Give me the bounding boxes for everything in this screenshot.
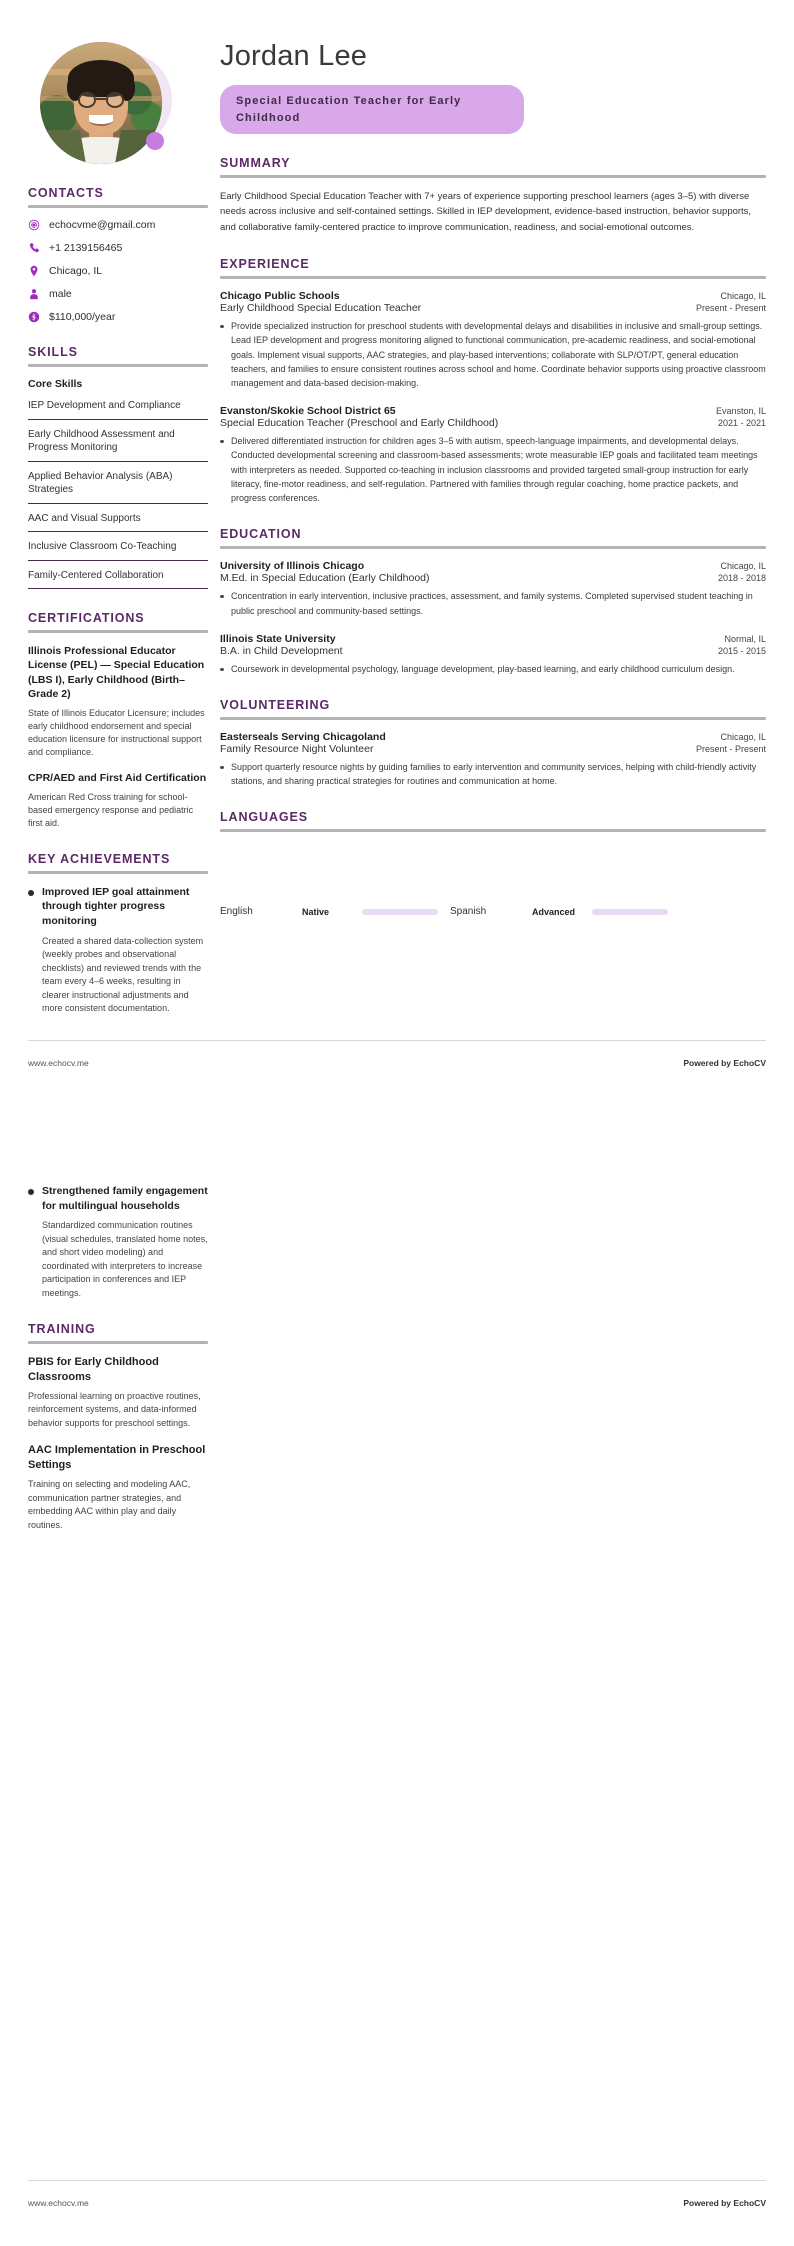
achievements-section xyxy=(28,852,208,1300)
skill-item: Early Childhood Assessment and Progress Monitoring xyxy=(28,428,208,462)
language-name: Spanish xyxy=(450,906,487,918)
achievements-divider xyxy=(28,871,208,874)
achievement-item xyxy=(28,1184,208,1300)
education-item xyxy=(220,633,766,676)
experience-item xyxy=(220,290,766,390)
education-degree: M.Ed. in Special Education (Early Childhood) xyxy=(220,572,430,585)
contact-phone[interactable] xyxy=(28,242,208,254)
languages-divider xyxy=(220,829,766,832)
email-icon xyxy=(28,219,40,231)
certification-title: Illinois Professional Educator License (PEL) — Special Education (LBS I), Early Childhood (Birth–Grade 2) xyxy=(28,645,205,701)
languages-section xyxy=(220,810,766,917)
certifications-divider xyxy=(28,630,208,633)
certification-item xyxy=(28,771,208,830)
education-dates: 2015 - 2015 xyxy=(717,645,766,656)
contacts-divider xyxy=(28,205,208,208)
volunteering-dates: Present - Present xyxy=(695,743,766,754)
achievement-item xyxy=(28,885,208,1016)
volunteering-section xyxy=(220,698,766,788)
experience-item xyxy=(220,405,766,505)
experience-bullets xyxy=(220,319,766,390)
languages-heading: LANGUAGES xyxy=(220,810,308,825)
phone-icon xyxy=(28,242,40,254)
skills-section xyxy=(28,345,208,589)
volunteering-role: Family Resource Night Volunteer xyxy=(220,742,374,755)
avatar-glasses-left xyxy=(78,92,96,108)
language-proficiency-bar xyxy=(362,909,438,915)
footer-site[interactable]: www.echocv.me xyxy=(28,1058,89,1068)
sidebar xyxy=(28,28,208,1545)
summary-divider xyxy=(220,175,766,178)
bullet-text: Provide specialized instruction for preschool students with developmental delays and disabilities in inclusive and small-group settings. Lead IEP development and progress monitoring aligned to functional communication, pre-academic readiness, and social-emotional goals. Implement visual supports, AAC strategies, and play-based interventions; collaborate with SLP/OT/PT, general education teachers, and families to ensure consistent routines across school and home. Coordinate behavior supports using proactive classroom management and data-based decision-making. xyxy=(231,321,766,388)
experience-organization: Evanston/Skokie School District 65 xyxy=(220,405,396,418)
bullet-item xyxy=(220,589,766,617)
footer-brand: Powered by EchoCV xyxy=(683,2198,766,2208)
skill-item: Applied Behavior Analysis (ABA) Strategies xyxy=(28,470,208,504)
certifications-section xyxy=(28,611,208,830)
education-section xyxy=(220,527,766,676)
contacts-section xyxy=(28,186,208,323)
education-organization: Illinois State University xyxy=(220,632,336,645)
education-degree: B.A. in Child Development xyxy=(220,644,343,657)
education-location: Chicago, IL xyxy=(720,561,766,572)
avatar-hair xyxy=(68,60,134,97)
training-item xyxy=(28,1355,208,1430)
volunteering-divider xyxy=(220,717,766,720)
certification-description: American Red Cross training for school-based emergency response and pediatric first aid. xyxy=(28,791,194,828)
training-section xyxy=(28,1322,208,1532)
avatar-decoration-dot xyxy=(146,132,164,150)
volunteering-location: Chicago, IL xyxy=(720,731,766,742)
contacts-list xyxy=(28,219,208,323)
contact-location[interactable] xyxy=(28,265,208,277)
education-heading: EDUCATION xyxy=(220,527,302,542)
main-content xyxy=(220,40,766,917)
education-org-row xyxy=(220,560,766,572)
bullet-dot-icon xyxy=(28,890,34,896)
contact-gender-value: male xyxy=(49,288,72,300)
training-title: PBIS for Early Childhood Classrooms xyxy=(28,1356,159,1384)
training-item xyxy=(28,1443,208,1532)
bullet-dot-icon xyxy=(220,766,224,769)
certification-item xyxy=(28,644,208,759)
bullet-text: Support quarterly resource nights by guiding families to early intervention and community services, helping with child-friendly activity stations, and sharing practical strategies for routines and communication at home. xyxy=(231,761,757,787)
skills-list xyxy=(28,399,208,589)
bullet-dot-icon xyxy=(220,440,224,443)
volunteering-item xyxy=(220,731,766,788)
experience-bullets xyxy=(220,434,766,505)
achievement-title: Strengthened family engagement for multilingual households xyxy=(42,1184,208,1212)
language-level: Advanced xyxy=(532,906,576,917)
bullet-dot-icon xyxy=(220,325,224,328)
education-bullets xyxy=(220,662,766,676)
language-proficiency-bar xyxy=(592,909,668,915)
experience-location: Evanston, IL xyxy=(715,406,766,417)
experience-org-row xyxy=(220,405,766,417)
certification-description: State of Illinois Educator Licensure; includes early childhood endorsement and special education licensure for instructional support and compliance. xyxy=(28,707,205,758)
experience-org-row xyxy=(220,290,766,302)
skills-divider xyxy=(28,364,208,367)
education-organization: University of Illinois Chicago xyxy=(220,560,365,573)
job-title-badge: Special Education Teacher for Early Childhood xyxy=(220,85,524,134)
avatar-jacket-left xyxy=(40,130,87,164)
bullet-item xyxy=(220,319,766,390)
volunteering-heading: VOLUNTEERING xyxy=(220,697,331,712)
bullet-text: Coursework in developmental psychology, language development, play-based learning, and early childhood curriculum design. xyxy=(231,663,735,674)
experience-heading: EXPERIENCE xyxy=(220,257,310,272)
footer-divider xyxy=(28,1040,766,1041)
bullet-text: Delivered differentiated instruction for children ages 3–5 with autism, speech-language impairments, and developmental delays. Conducted developmental screening and classroom-based assessments; wrote measurable IEP goals and facilitated team meetings with interpreters as needed. Supported co-teaching in inclusion classrooms and provided targeted small-group instruction for early literacy, fine-motor readiness, and self-regulation. Partnered with families through regular coaching, home practice packets, and progress conferences. xyxy=(231,436,758,504)
training-description: Training on selecting and modeling AAC, communication partner strategies, and embedding AAC within play and daily routines. xyxy=(28,1479,191,1530)
volunteering-role-row xyxy=(220,743,766,755)
skills-heading: SKILLS xyxy=(28,345,78,359)
training-description: Professional learning on proactive routines, reinforcement systems, and data-informed behavior supports for preschool settings. xyxy=(28,1390,201,1428)
language-name: English xyxy=(220,906,253,918)
bullet-item xyxy=(220,760,766,788)
page-title: Jordan Lee xyxy=(220,40,368,72)
footer xyxy=(28,2198,766,2208)
experience-dates: 2021 - 2021 xyxy=(717,418,766,429)
experience-dates: Present - Present xyxy=(695,303,766,314)
contact-email-value: echocvme@gmail.com xyxy=(49,219,156,231)
education-item xyxy=(220,560,766,617)
location-pin-icon xyxy=(28,265,40,277)
education-bullets xyxy=(220,589,766,617)
achievement-description: Created a shared data-collection system (weekly probes and observational checklists) and reviewed trends with the team every 4–6 weeks, resulting in clearer instructional adjustments and more consistent documentation. xyxy=(42,935,204,1014)
volunteering-org-row xyxy=(220,731,766,743)
achievements-heading: KEY ACHIEVEMENTS xyxy=(28,851,171,866)
certifications-heading: CERTIFICATIONS xyxy=(28,611,145,625)
achievement-description: Standardized communication routines (visual schedules, translated home notes, and short video modeling) and coordinated with interpreters to increase participation in conferences and IEP meetings. xyxy=(42,1220,208,1298)
avatar-photo xyxy=(40,42,162,164)
experience-organization: Chicago Public Schools xyxy=(220,290,340,303)
avatar xyxy=(40,42,162,164)
volunteering-organization: Easterseals Serving Chicagoland xyxy=(220,730,386,743)
footer xyxy=(28,1058,766,1068)
avatar-glasses-bridge xyxy=(96,98,106,100)
experience-section xyxy=(220,257,766,505)
contact-location-value: Chicago, IL xyxy=(49,265,103,277)
contact-gender[interactable] xyxy=(28,288,208,300)
languages-list xyxy=(220,906,766,917)
bullet-dot-icon xyxy=(28,1189,34,1195)
training-heading: TRAINING xyxy=(28,1322,96,1337)
training-divider xyxy=(28,1341,208,1344)
contact-salary-value: $110,000/year xyxy=(49,311,116,323)
education-dates: 2018 - 2018 xyxy=(717,573,766,584)
person-icon xyxy=(28,288,40,300)
certification-title: CPR/AED and First Aid Certification xyxy=(28,772,207,785)
experience-role-row xyxy=(220,417,766,429)
skill-item: Inclusive Classroom Co-Teaching xyxy=(28,540,208,561)
footer-site[interactable]: www.echocv.me xyxy=(28,2198,89,2208)
footer-divider xyxy=(28,2180,766,2181)
bullet-text: Concentration in early intervention, inclusive practices, assessment, and family systems. Completed supervised student teaching in public preschool and community-based settings. xyxy=(231,591,753,616)
summary-text: Early Childhood Special Education Teacher with 7+ years of experience supporting preschool learners (ages 3–5) with diverse needs across inclusive and self-contained settings. Skilled in IEP development, evidence-based instruction, behavior supports, and collaborative family-centered practice to improve communication, readiness, and social-emotional outcomes. xyxy=(220,191,752,233)
summary-heading: SUMMARY xyxy=(220,156,291,170)
footer-brand: Powered by EchoCV xyxy=(683,1058,766,1068)
bullet-item xyxy=(220,434,766,505)
experience-role: Early Childhood Special Education Teacher xyxy=(220,302,422,315)
contact-phone-value: +1 2139156465 xyxy=(49,242,123,254)
volunteering-bullets xyxy=(220,760,766,788)
contacts-heading: CONTACTS xyxy=(28,186,104,200)
education-location: Normal, IL xyxy=(724,633,766,644)
avatar-glasses-right xyxy=(106,92,124,108)
education-org-row xyxy=(220,633,766,645)
language-level: Native xyxy=(302,906,330,917)
skill-item: IEP Development and Compliance xyxy=(28,399,208,420)
contact-salary[interactable] xyxy=(28,311,208,323)
experience-role-row xyxy=(220,302,766,314)
bullet-dot-icon xyxy=(220,668,224,671)
training-title: AAC Implementation in Preschool Settings xyxy=(28,1444,206,1472)
experience-divider xyxy=(220,276,766,279)
skill-item: Family-Centered Collaboration xyxy=(28,569,208,590)
achievement-title: Improved IEP goal attainment through tighter progress monitoring xyxy=(42,885,190,928)
education-divider xyxy=(220,546,766,549)
education-degree-row xyxy=(220,572,766,584)
education-degree-row xyxy=(220,645,766,657)
skills-group-title: Core Skills xyxy=(28,378,83,390)
experience-role: Special Education Teacher (Preschool and Early Childhood) xyxy=(220,417,499,430)
skill-item: AAC and Visual Supports xyxy=(28,512,208,533)
contact-email[interactable] xyxy=(28,219,208,231)
bullet-dot-icon xyxy=(220,595,224,598)
salary-icon xyxy=(28,311,40,323)
experience-location: Chicago, IL xyxy=(720,291,766,302)
summary-section xyxy=(220,156,766,235)
bullet-item xyxy=(220,662,766,676)
